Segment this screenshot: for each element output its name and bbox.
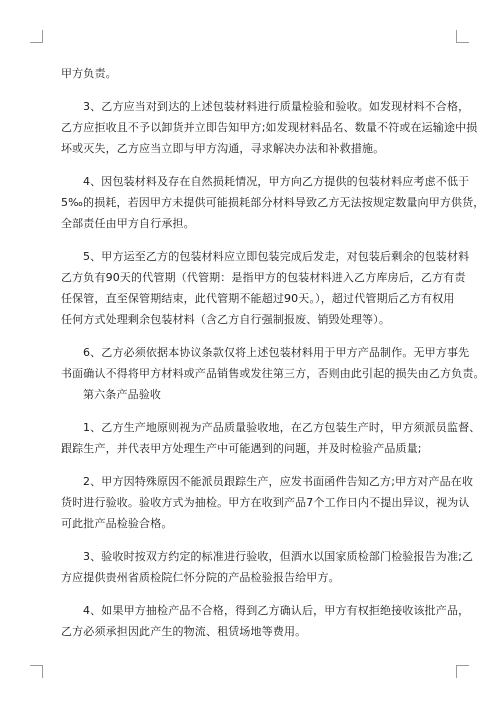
- text-line: 4、如果甲方抽检产品不合格，得到乙方确认后，甲方有权拒绝接收该批产品，: [83, 604, 470, 617]
- text-line: 乙方负有90天的代管期（代管期：是指甲方的包装材料进入乙方库房后，乙方有责: [61, 271, 466, 284]
- document-body: [61, 63, 485, 642]
- text-line: 6、乙方必须依据本协议条款仅将上述包装材料用于甲方产品制作。无甲方事先: [83, 346, 470, 359]
- text-line: 乙方应拒收且不予以卸货并立即告知甲方;如发现材料品名、数量不符或在运输途中损: [61, 121, 478, 134]
- text-line: 4、因包装材料及存在自然损耗情况，甲方向乙方提供的包装材料应考虑不低于: [83, 175, 470, 188]
- text-line: 书面确认不得将甲方材料或产品销售或发往第三方，否则由此引起的损失由乙方负责。: [61, 367, 485, 380]
- section-heading: 第六条产品验收: [83, 388, 162, 401]
- text-line: 任保管，直至保管期结束，此代管期不能超过90天。），超过代管期后乙方有权用: [61, 292, 455, 305]
- text-line: 5‰的损耗，若因甲方未提供可能损耗部分材料导致乙方无法按规定数量向甲方供货，: [61, 196, 485, 209]
- text-line: 3、验收时按双方约定的标准进行验收，但酒水以国家质检部门检验报告为准;乙: [83, 550, 474, 563]
- text-line: 2、甲方因特殊原因不能派员跟踪生产，应发书面函件告知乙方;甲方对产品在收: [83, 475, 474, 488]
- text-line: 3、乙方应当对到达的上述包装材料进行质量检验和验收。如发现材料不合格，: [83, 100, 470, 113]
- text-line: 甲方负责。: [61, 67, 117, 80]
- text-line: 5、甲方运至乙方的包装材料应立即包装完成后发走，对包装后剩余的包装材料: [83, 250, 470, 263]
- crop-mark-top-right: [456, 30, 469, 43]
- text-line: 货时进行验收。验收方式为抽检。甲方在收到产品7个工作日内不提出异议，视为认: [61, 496, 470, 509]
- text-line: 全部责任由甲方自行承担。: [61, 217, 195, 230]
- text-line: 方应提供贵州省质检院仁怀分院的产品检验报告给甲方。: [61, 571, 340, 584]
- text-line: 1、乙方生产地原则视为产品质量验收地，在乙方包装生产时，甲方须派员监督、: [83, 421, 481, 434]
- text-line: 任何方式处理剩余包装材料（含乙方自行强制报废、销毁处理等）。: [61, 313, 390, 326]
- text-line: 坏或灭失，乙方应当立即与甲方沟通，寻求解决办法和补救措施。: [61, 142, 385, 155]
- text-line: 可此批产品检验合格。: [61, 517, 173, 530]
- crop-mark-top-left: [30, 30, 43, 43]
- text-line: 乙方必须承担因此产生的物流、租赁场地等费用。: [61, 625, 307, 638]
- crop-mark-bottom-left: [30, 665, 43, 678]
- crop-mark-bottom-right: [456, 665, 469, 678]
- text-line: 跟踪生产，并代表甲方处理生产中可能遇到的问题，并及时检验产品质量;: [61, 442, 422, 455]
